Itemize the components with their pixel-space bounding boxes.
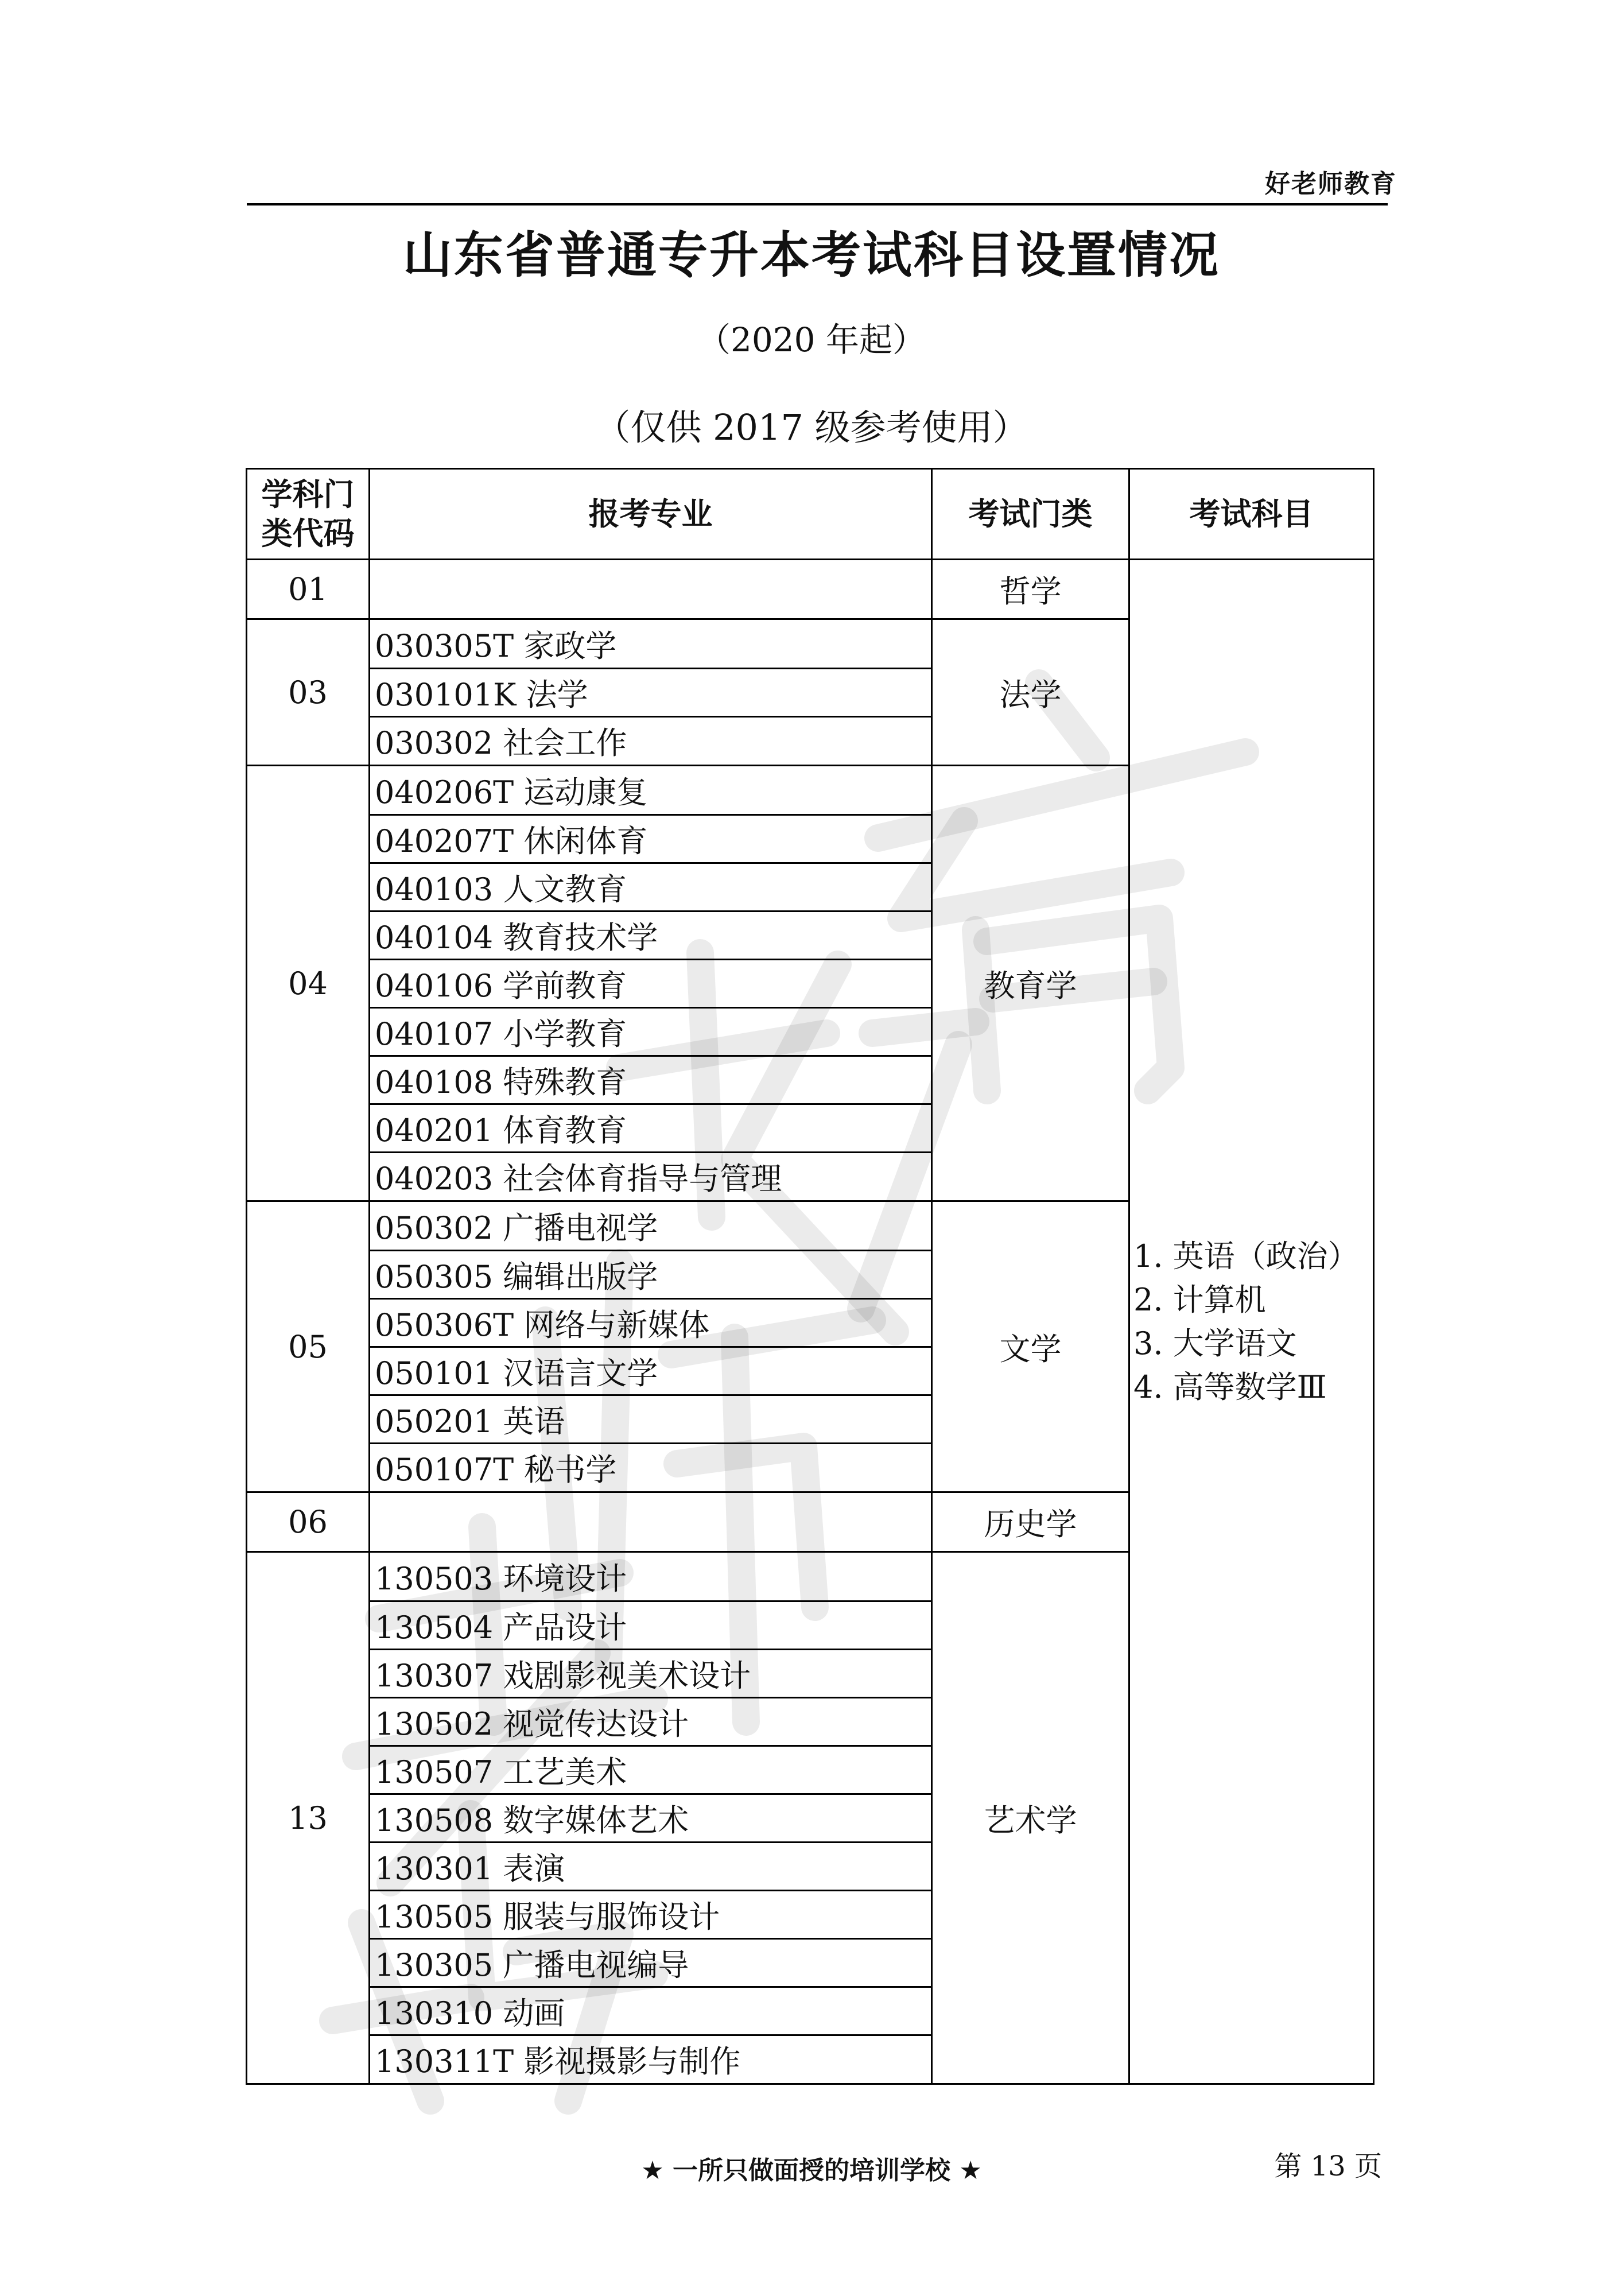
major-item: 040207T 休闲体育 — [370, 815, 931, 863]
major-item: 030101K 法学 — [370, 668, 931, 716]
major-item: 130505 服装与服饰设计 — [370, 1890, 931, 1938]
majors-cell — [370, 560, 932, 619]
major-item: 130508 数字媒体艺术 — [370, 1794, 931, 1842]
exam-category: 教育学 — [932, 766, 1129, 1201]
page-title: 山东省普通专升本考试科目设置情况 — [403, 226, 1220, 284]
major-item: 040201 体育教育 — [370, 1104, 931, 1152]
major-item: 130507 工艺美术 — [370, 1746, 931, 1794]
majors-list — [370, 1202, 931, 1491]
subject-item: 3. 大学语文 — [1133, 1325, 1297, 1362]
brand-name: 好老师教育 — [1265, 169, 1397, 199]
majors-cell — [370, 766, 932, 1201]
majors-cell — [370, 619, 932, 766]
major-item: 040203 社会体育指导与管理 — [370, 1152, 931, 1200]
discipline-code: 06 — [247, 1492, 370, 1552]
discipline-code: 03 — [247, 619, 370, 766]
table-row — [247, 560, 1374, 619]
major-item: 050305 编辑出版学 — [370, 1250, 931, 1298]
major-item: 130311T 影视摄影与制作 — [370, 2035, 931, 2083]
table-header-row — [247, 469, 1374, 560]
exam-category: 哲学 — [932, 560, 1129, 619]
major-item: 040108 特殊教育 — [370, 1056, 931, 1104]
major-item: 040106 学前教育 — [370, 959, 931, 1007]
major-item: 040104 教育技术学 — [370, 911, 931, 959]
major-item: 130305 广播电视编导 — [370, 1938, 931, 1987]
subject-item: 2. 计算机 — [1133, 1281, 1266, 1318]
major-item: 040206T 运动康复 — [375, 774, 648, 810]
major-item: 130301 表演 — [370, 1842, 931, 1890]
exam-category: 文学 — [932, 1201, 1129, 1492]
header-code-line-1: 学科门 — [261, 476, 355, 513]
majors-cell — [370, 1552, 932, 2084]
header-rule — [247, 203, 1388, 205]
discipline-code: 04 — [247, 766, 370, 1201]
exam-category: 历史学 — [932, 1492, 1129, 1552]
subjects-table — [246, 468, 1374, 2085]
discipline-code: 13 — [247, 1552, 370, 2084]
major-item: 040103 人文教育 — [370, 863, 931, 911]
majors-cell — [370, 1492, 932, 1552]
major-item: 130502 视觉传达设计 — [370, 1697, 931, 1746]
exam-category: 艺术学 — [932, 1552, 1129, 2084]
usage-note: （仅供 2017 级参考使用） — [595, 406, 1028, 448]
major-item: 130504 产品设计 — [370, 1601, 931, 1649]
major-item: 050107T 秘书学 — [370, 1443, 931, 1491]
header-code-line-2: 类代码 — [261, 515, 355, 552]
major-item: 050302 广播电视学 — [375, 1209, 658, 1246]
page-subtitle: （2020 年起） — [697, 320, 926, 359]
major-item: 040107 小学教育 — [370, 1007, 931, 1056]
majors-list — [370, 620, 931, 765]
major-item: 130310 动画 — [370, 1987, 931, 2035]
subject-item: 4. 高等数学Ⅲ — [1133, 1368, 1327, 1405]
page-number: 第 13 页 — [1274, 2150, 1382, 2182]
header-code — [247, 469, 370, 560]
header-major: 报考专业 — [370, 469, 932, 560]
subject-item: 1. 英语（政治） — [1133, 1238, 1359, 1274]
major-item: 130307 戏剧影视美术设计 — [370, 1649, 931, 1697]
major-item: 050306T 网络与新媒体 — [370, 1298, 931, 1347]
major-item: 030302 社会工作 — [370, 716, 931, 765]
major-item: 050201 英语 — [370, 1395, 931, 1443]
major-item: 130503 环境设计 — [375, 1560, 627, 1597]
discipline-code: 05 — [247, 1201, 370, 1492]
majors-list — [370, 1553, 931, 2083]
major-item: 030305T 家政学 — [375, 627, 617, 664]
majors-list — [370, 766, 931, 1200]
header-category: 考试门类 — [932, 469, 1129, 560]
majors-cell — [370, 1201, 932, 1492]
major-item: 050101 汉语言文学 — [370, 1347, 931, 1395]
header-subjects: 考试科目 — [1129, 469, 1374, 560]
exam-subjects — [1129, 560, 1374, 2084]
footer-slogan: ★ 一所只做面授的培训学校 ★ — [641, 2156, 982, 2185]
exam-category: 法学 — [932, 619, 1129, 766]
discipline-code: 01 — [247, 560, 370, 619]
